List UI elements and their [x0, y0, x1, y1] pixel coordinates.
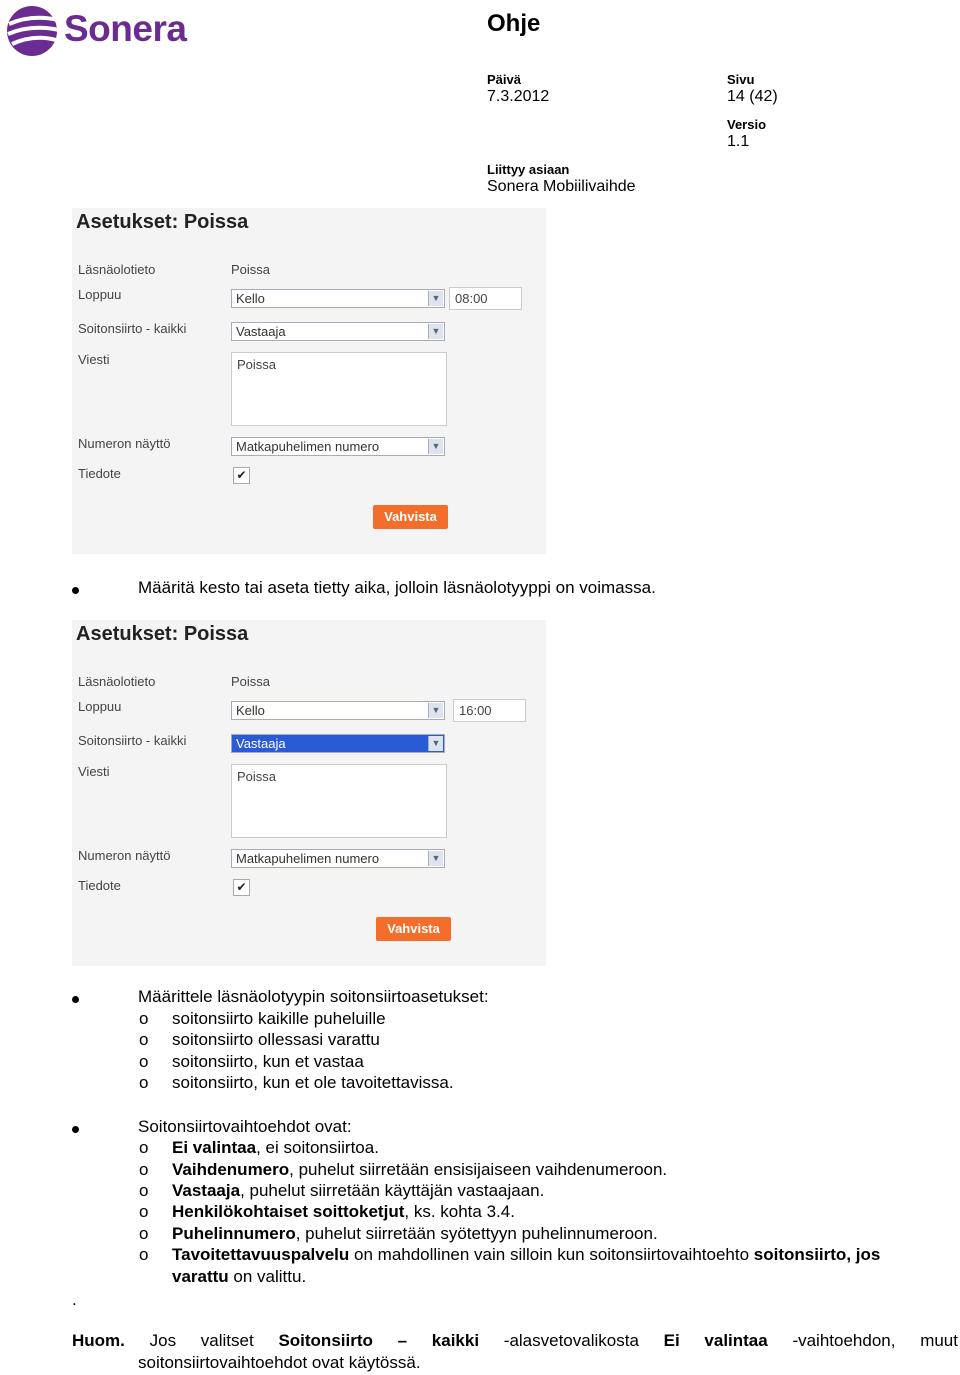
- settings-screenshot-1: [72, 208, 546, 554]
- chevron-down-icon: ▼: [428, 439, 443, 454]
- option-item: [172, 1224, 658, 1244]
- sonera-logo: [6, 4, 206, 58]
- option-item: [172, 1245, 880, 1265]
- presence-value: Poissa: [231, 674, 271, 689]
- number-select[interactable]: [231, 437, 445, 456]
- ends-label: Loppuu: [78, 287, 122, 302]
- page-label: Sivu: [727, 72, 755, 87]
- forward-select-value: Vastaaja: [236, 736, 286, 751]
- settings-screenshot-2: [72, 620, 546, 966]
- option-item: [172, 1181, 544, 1201]
- ends-select-value: Kello: [236, 703, 265, 718]
- list-item: soitonsiirto kaikille puheluille: [172, 1009, 386, 1028]
- sub-bullet: o: [139, 1030, 149, 1049]
- note-label: Huom.: [72, 1331, 125, 1350]
- version-label: Versio: [727, 117, 767, 132]
- note-line-1: [72, 1331, 958, 1351]
- option-item: [172, 1202, 515, 1222]
- presence-value: Poissa: [231, 262, 271, 277]
- chevron-down-icon: ▼: [428, 324, 443, 339]
- list-item: soitonsiirto, kun et ole tavoitettavissa.: [172, 1073, 454, 1092]
- note-word: Jos: [149, 1331, 177, 1350]
- chevron-down-icon: ▼: [428, 736, 443, 751]
- message-textarea[interactable]: Poissa: [231, 352, 447, 426]
- sub-bullet: o: [139, 1073, 149, 1092]
- sub-bullet: o: [139, 1202, 149, 1221]
- presence-label: Läsnäolotieto: [78, 262, 156, 277]
- bullet-icon: [72, 1126, 79, 1133]
- option-desc: on mahdollinen vain silloin kun soitonsiirtovaihtoehto: [349, 1245, 754, 1264]
- sub-bullet: o: [139, 1052, 149, 1071]
- stray-dot: .: [72, 1290, 77, 1309]
- note-bold: Soitonsiirto: [278, 1331, 373, 1350]
- sub-bullet: o: [139, 1009, 149, 1028]
- sub-bullet: o: [139, 1138, 149, 1157]
- time-input[interactable]: 16:00: [453, 699, 526, 722]
- bullet-text-2: Määrittele läsnäolotyypin soitonsiirtoasetukset:: [138, 987, 489, 1006]
- option-name: Puhelinnumero: [172, 1224, 296, 1243]
- note-word: -alasvetovalikosta: [503, 1331, 639, 1350]
- confirm-button[interactable]: Vahvista: [373, 505, 448, 529]
- option-name: Tavoitettavuuspalvelu: [172, 1245, 350, 1264]
- sub-bullet: o: [139, 1224, 149, 1243]
- message-label: Viesti: [78, 352, 110, 367]
- ends-select[interactable]: [231, 701, 445, 720]
- note-line-2: soitonsiirtovaihtoehdot ovat käytössä.: [138, 1353, 421, 1372]
- sub-bullet: o: [139, 1245, 149, 1264]
- list-item: soitonsiirto ollessasi varattu: [172, 1030, 380, 1049]
- page-value: 14 (42): [727, 88, 778, 105]
- note-bold: –: [397, 1331, 408, 1350]
- bullet-text-3: Soitonsiirtovaihtoehdot ovat:: [138, 1117, 352, 1136]
- forward-label: Soitonsiirto - kaikki: [78, 733, 187, 748]
- option-desc: , ei soitonsiirtoa.: [256, 1138, 379, 1157]
- chevron-down-icon: ▼: [428, 851, 443, 866]
- option-desc: , puhelut siirretään ensisijaiseen vaihdenumeroon.: [289, 1160, 668, 1179]
- note-bold: kaikki: [431, 1331, 480, 1350]
- list-item: soitonsiirto, kun et vastaa: [172, 1052, 364, 1071]
- notice-checkbox[interactable]: ✔: [233, 879, 250, 896]
- number-label: Numeron näyttö: [78, 848, 171, 863]
- date-label: Päivä: [487, 72, 521, 87]
- option-desc: , ks. kohta 3.4.: [404, 1202, 515, 1221]
- ends-select[interactable]: [231, 289, 445, 308]
- note-bold: valintaa: [704, 1331, 768, 1350]
- note-word: muut: [920, 1331, 958, 1350]
- time-input[interactable]: 08:00: [449, 287, 522, 310]
- option-name: Henkilökohtaiset soittoketjut: [172, 1202, 405, 1221]
- presence-label: Läsnäolotieto: [78, 674, 156, 689]
- option-desc: on valittu.: [228, 1267, 307, 1286]
- option-name: varattu: [172, 1267, 229, 1286]
- notice-label: Tiedote: [78, 878, 121, 893]
- option-name: Ei valintaa: [172, 1138, 257, 1157]
- option-desc: , puhelut siirretään syötettyyn puhelinnumeroon.: [295, 1224, 658, 1243]
- number-select-value: Matkapuhelimen numero: [236, 851, 380, 866]
- version-value: 1.1: [727, 133, 750, 150]
- forward-select-value: Vastaaja: [236, 324, 286, 339]
- bullet-text-1: Määritä kesto tai aseta tietty aika, jolloin läsnäolotyyppi on voimassa.: [138, 578, 656, 597]
- document-title: Ohje: [487, 10, 541, 37]
- forward-select[interactable]: [231, 322, 445, 341]
- chevron-down-icon: ▼: [428, 291, 443, 306]
- number-select[interactable]: [231, 849, 445, 868]
- confirm-button[interactable]: Vahvista: [376, 917, 451, 941]
- option-item-cont: [172, 1267, 306, 1287]
- number-label: Numeron näyttö: [78, 436, 171, 451]
- sonera-logo-icon: [6, 4, 62, 58]
- sub-bullet: o: [139, 1181, 149, 1200]
- notice-label: Tiedote: [78, 466, 121, 481]
- related-label: Liittyy asiaan: [487, 162, 570, 177]
- option-name: Vastaaja: [172, 1181, 241, 1200]
- option-item: [172, 1160, 667, 1180]
- bullet-icon: [72, 587, 79, 594]
- option-name: soitonsiirto, jos: [753, 1245, 881, 1264]
- message-textarea[interactable]: Poissa: [231, 764, 447, 838]
- settings-title: Asetukset: Poissa: [76, 623, 249, 645]
- related-value: Sonera Mobiilivaihde: [487, 178, 636, 195]
- ends-select-value: Kello: [236, 291, 265, 306]
- option-item: [172, 1138, 379, 1158]
- forward-label: Soitonsiirto - kaikki: [78, 321, 187, 336]
- note-word: valitset: [200, 1331, 254, 1350]
- sub-bullet: o: [139, 1160, 149, 1179]
- bullet-icon: [72, 996, 79, 1003]
- option-desc: , puhelut siirretään käyttäjän vastaajaan.: [240, 1181, 545, 1200]
- number-select-value: Matkapuhelimen numero: [236, 439, 380, 454]
- forward-select[interactable]: [231, 734, 445, 753]
- date-value: 7.3.2012: [487, 88, 550, 105]
- option-name: Vaihdenumero: [172, 1160, 290, 1179]
- settings-title: Asetukset: Poissa: [76, 211, 249, 233]
- note-bold: Ei: [663, 1331, 680, 1350]
- chevron-down-icon: ▼: [428, 703, 443, 718]
- logo-text: Sonera: [64, 8, 187, 49]
- notice-checkbox[interactable]: ✔: [233, 467, 250, 484]
- message-label: Viesti: [78, 764, 110, 779]
- ends-label: Loppuu: [78, 699, 122, 714]
- note-word: -vaihtoehdon,: [792, 1331, 896, 1350]
